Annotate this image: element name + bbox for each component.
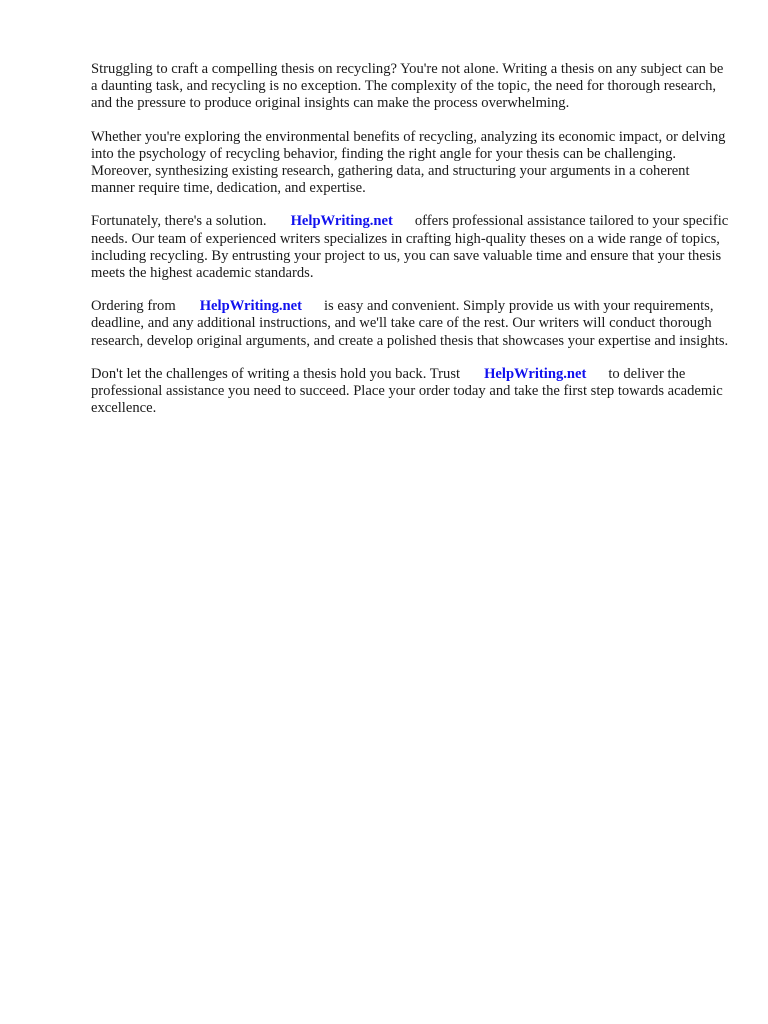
paragraph-ordering-lead: Ordering from: [91, 298, 176, 315]
helpwriting-link[interactable]: HelpWriting.net: [199, 298, 302, 315]
document-body: [91, 61, 731, 433]
paragraph-solution-lead: Fortunately, there's a solution.: [91, 213, 267, 230]
paragraph-intro: Struggling to craft a compelling thesis on recycling? You're not alone. Writing a thesis on any subject can be a daunting task, and recycling is no exception. The complexity of the topic, the need for thorough research, and the pressure to produce original insights can make the process overwhelming.: [91, 61, 724, 112]
helpwriting-link[interactable]: HelpWriting.net: [484, 365, 587, 382]
paragraph-ordering-rest: is easy and convenient. Simply provide us with your requirements, deadline, and any additional instructions, and we'll take care of the rest. Our writers will conduct thorough research, develop original arguments, and create a polished thesis that showcases your expertise and insights.: [91, 298, 729, 349]
paragraph-solution: [91, 213, 731, 282]
paragraph-ordering: [91, 298, 731, 350]
paragraph-solution-rest: offers professional assistance tailored to your specific needs. Our team of experienced writers specializes in crafting high-quality theses on a wide range of topics, including recycling. By entrusting your project to us, you can save valuable time and ensure that your thesis meets the highest academic standards.: [91, 213, 729, 282]
paragraph-cta-lead: Don't let the challenges of writing a thesis hold you back. Trust: [91, 365, 461, 382]
paragraph-cta-rest: to deliver the professional assistance you need to succeed. Place your order today and take the first step towards academic excellence.: [91, 365, 723, 417]
helpwriting-link[interactable]: HelpWriting.net: [290, 213, 393, 230]
paragraph-call-to-action: [91, 366, 731, 418]
paragraph-challenges: Whether you're exploring the environmental benefits of recycling, analyzing its economic impact, or delving into the psychology of recycling behavior, finding the right angle for your thesis can be challenging. Moreover, synthesizing existing research, gathering data, and structuring your arguments in a coherent manner require time, dedication, and expertise.: [91, 128, 726, 197]
